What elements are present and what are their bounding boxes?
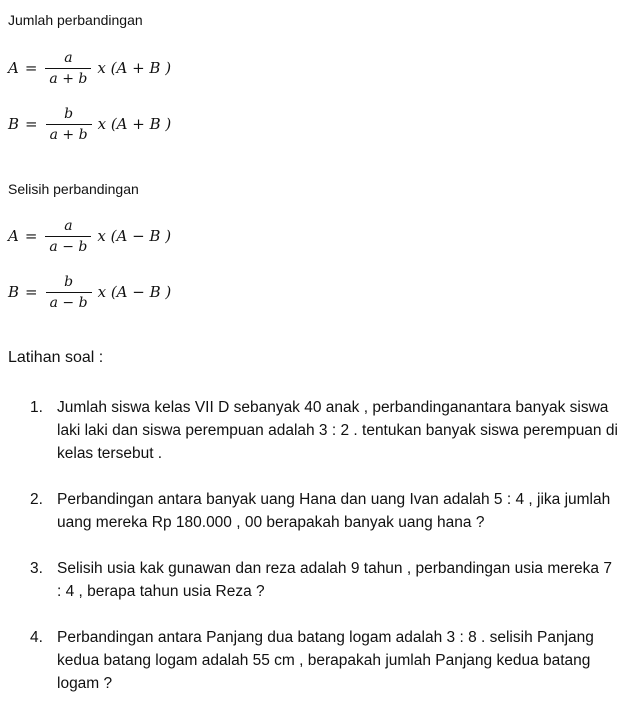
formula-selisih-b bbox=[8, 272, 171, 312]
exercise-list bbox=[30, 396, 620, 718]
formula-lhs: B bbox=[8, 115, 20, 133]
fraction bbox=[46, 106, 92, 143]
formula-diff-term: (A − B ) bbox=[110, 227, 172, 245]
jumlah-heading: Jumlah perbandingan bbox=[8, 12, 143, 28]
times-sign: x bbox=[97, 283, 107, 301]
exercise-text: Perbandingan antara Panjang dua batang logam adalah 3 : 8 . selisih Panjang kedua batang logam adalah 55 cm , berapakah jumlah Panjang kedua batang logam ? bbox=[57, 629, 594, 692]
numerator: b bbox=[64, 105, 74, 122]
formula-lhs: A bbox=[8, 227, 19, 245]
exercise-text: Perbandingan antara banyak uang Hana dan uang Ivan adalah 5 : 4 , jika jumlah uang mereka Rp 180.000 , 00 berapakah banyak uang hana ? bbox=[57, 491, 611, 531]
exercise-number: 4. bbox=[30, 629, 43, 646]
exercise-number: 1. bbox=[30, 399, 43, 416]
equals-sign: = bbox=[24, 59, 38, 77]
equals-sign: = bbox=[25, 115, 38, 133]
exercise-item bbox=[30, 557, 620, 603]
formula-tail bbox=[97, 227, 171, 245]
fraction bbox=[45, 218, 91, 255]
formula-tail bbox=[98, 115, 172, 133]
exercise-number: 2. bbox=[30, 491, 43, 508]
fraction bbox=[46, 274, 92, 311]
numerator: a bbox=[64, 49, 73, 66]
formula-jumlah-a bbox=[8, 48, 171, 88]
denominator: a + b bbox=[45, 68, 91, 87]
formula-lhs: B bbox=[8, 283, 20, 301]
denominator: a + b bbox=[46, 124, 92, 143]
exercise-item bbox=[30, 626, 620, 695]
formula-sum-term: (A + B ) bbox=[110, 115, 172, 133]
times-sign: x bbox=[97, 227, 106, 245]
formula-sum-term: (A + B ) bbox=[110, 59, 172, 77]
exercise-text: Jumlah siswa kelas VII D sebanyak 40 anak , perbandinganantara banyak siswa laki laki dan siswa perempuan adalah 3 : 2 . tentukan banyak siswa perempuan di kelas tersebut . bbox=[57, 399, 618, 462]
fraction bbox=[45, 50, 91, 87]
formula-tail bbox=[98, 283, 172, 301]
selisih-heading: Selisih perbandingan bbox=[8, 181, 139, 197]
numerator: a bbox=[64, 217, 73, 234]
formula-lhs: A bbox=[8, 59, 19, 77]
exercise-text: Selisih usia kak gunawan dan reza adalah 9 tahun , perbandingan usia mereka 7 : 4 , berapa tahun usia Reza ? bbox=[57, 560, 612, 600]
numerator: b bbox=[64, 273, 74, 290]
exercise-number: 3. bbox=[30, 560, 43, 577]
latihan-title: Latihan soal : bbox=[8, 349, 104, 366]
exercise-item bbox=[30, 396, 620, 465]
formula-diff-term: (A − B ) bbox=[110, 283, 172, 301]
times-sign: x bbox=[97, 59, 106, 77]
formula-jumlah-b bbox=[8, 104, 171, 144]
formula-tail bbox=[97, 59, 171, 77]
denominator: a − b bbox=[45, 236, 91, 255]
denominator: a − b bbox=[46, 292, 92, 311]
equals-sign: = bbox=[24, 227, 38, 245]
exercise-item bbox=[30, 488, 620, 534]
formula-selisih-a bbox=[8, 216, 171, 256]
times-sign: x bbox=[97, 115, 107, 133]
equals-sign: = bbox=[25, 283, 38, 301]
